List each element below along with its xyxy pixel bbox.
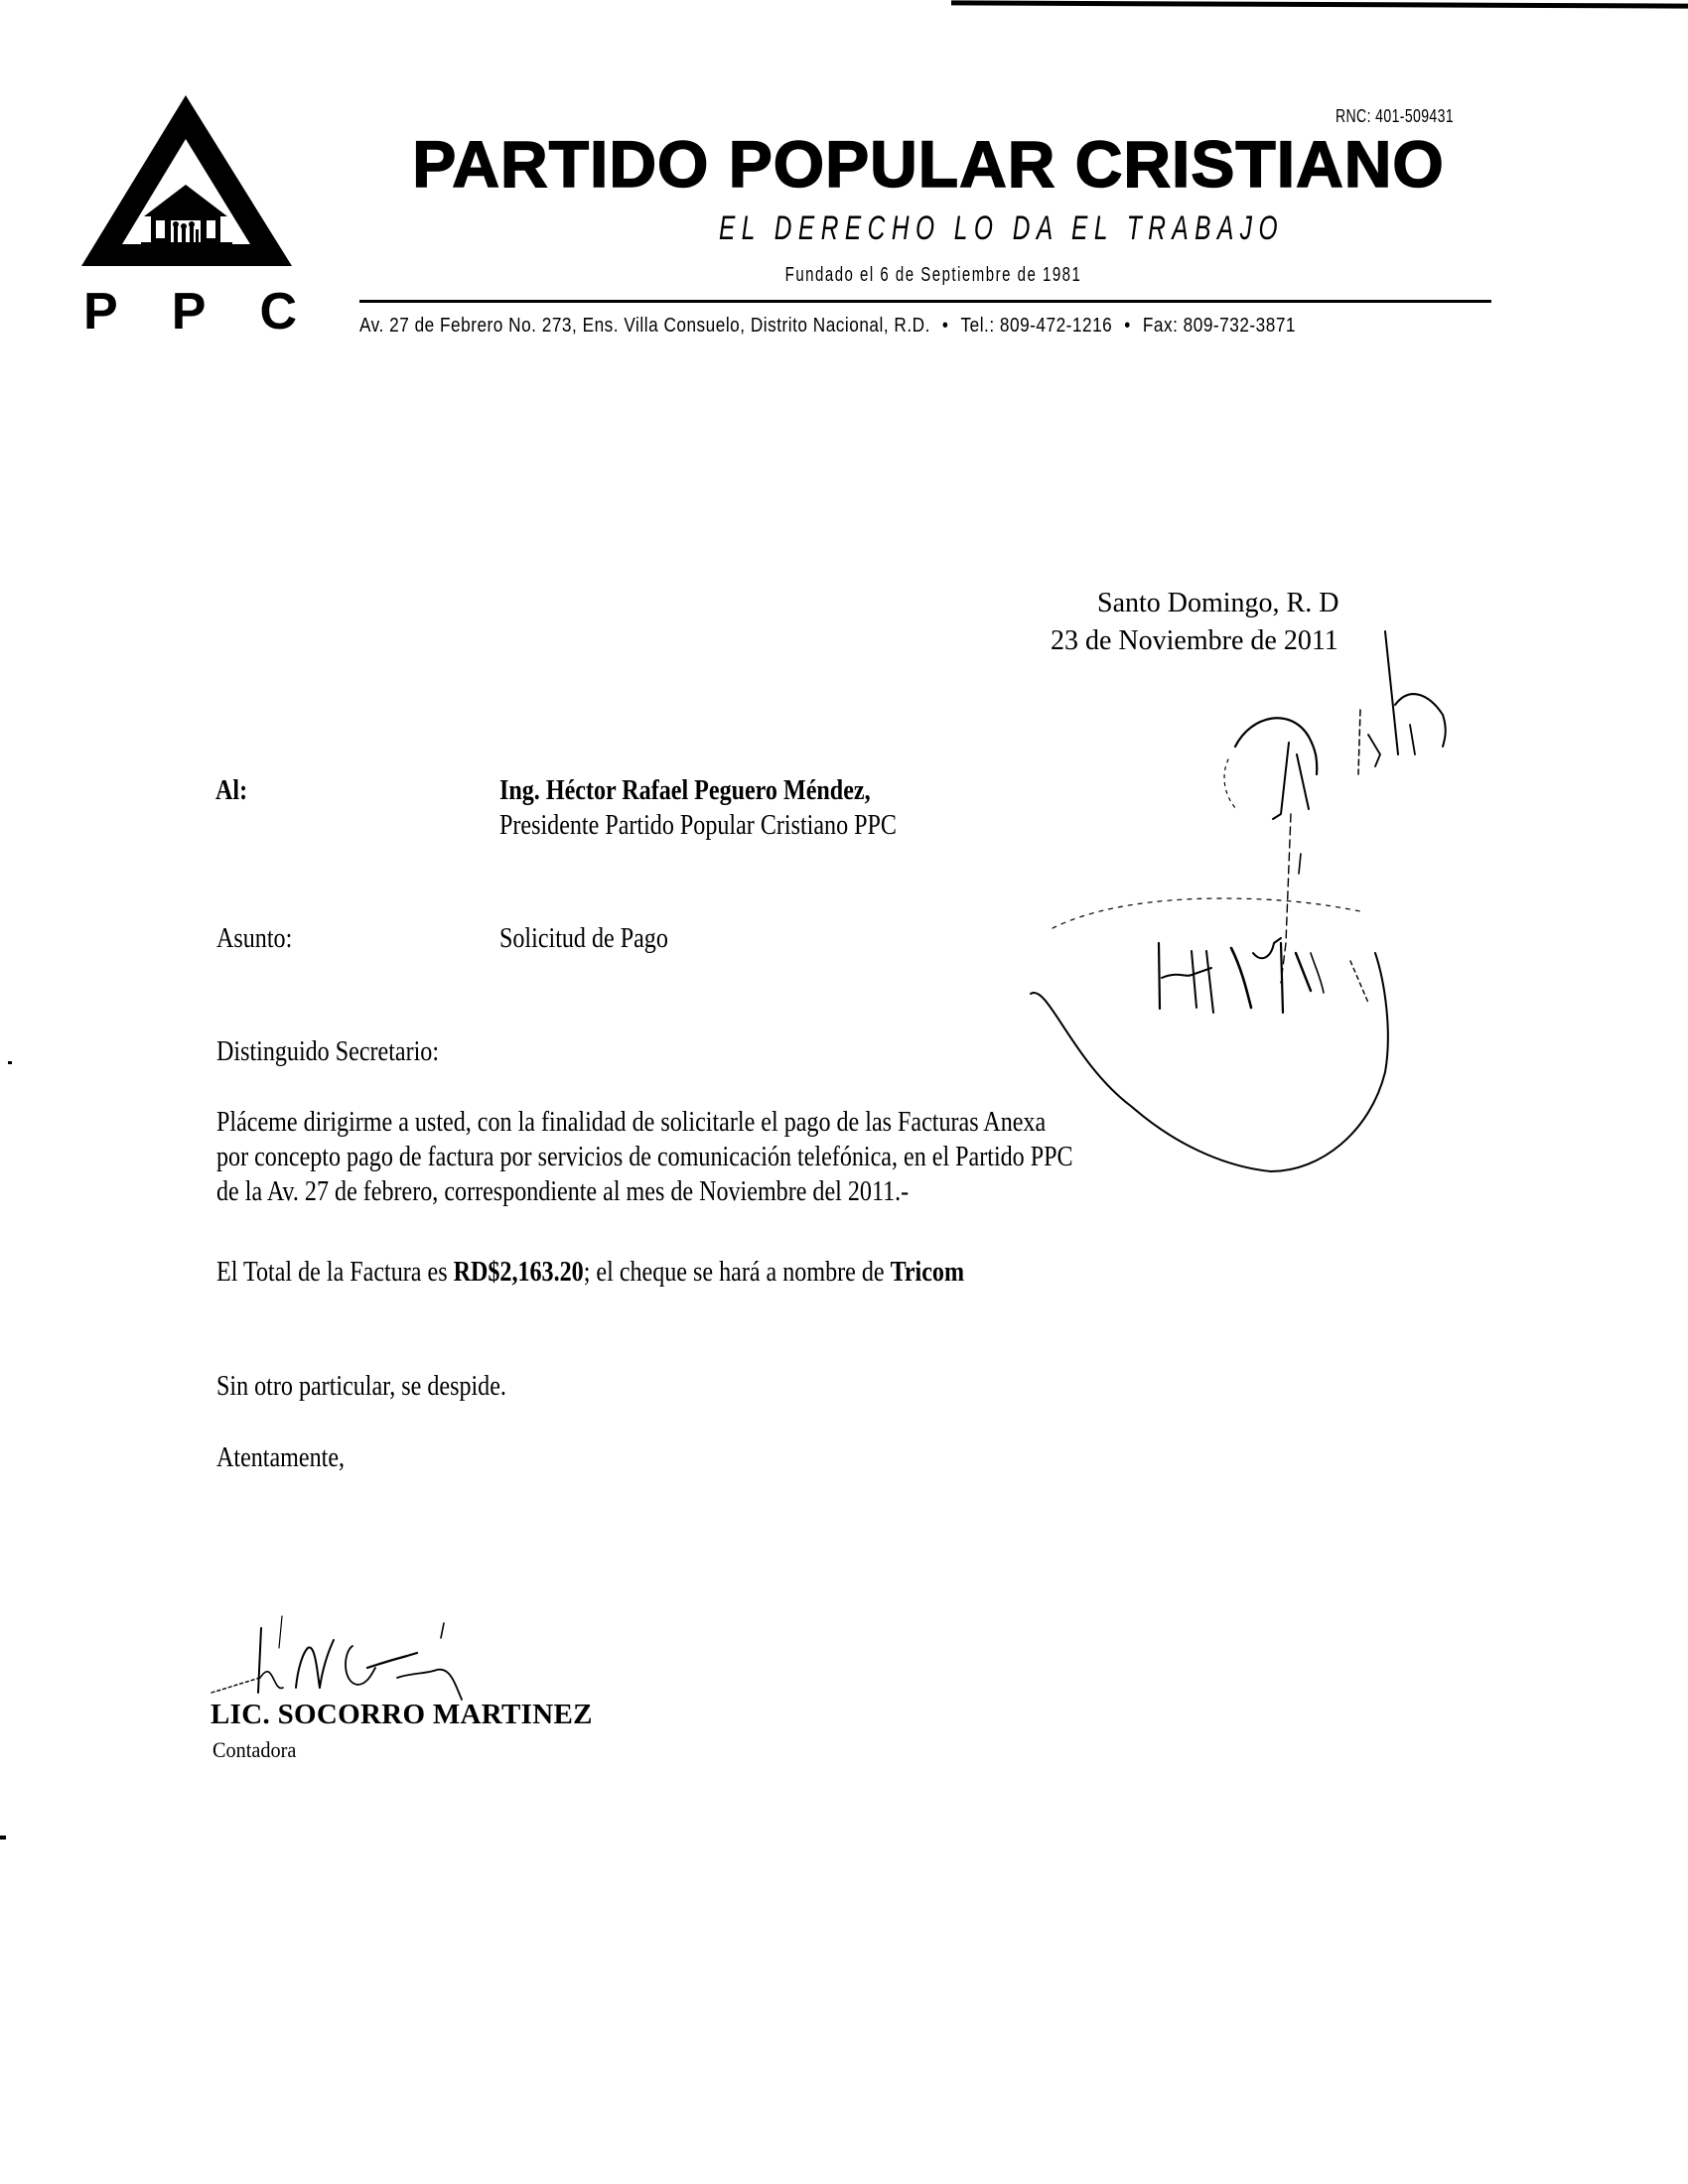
paragraph-line: Pláceme dirigirme a usted, con la finalidad de solicitarle el pago de las Facturas Anexa [216,1107,1047,1138]
signer-role: Contadora [212,1737,297,1762]
contact-line [359,316,1296,336]
organization-motto: EL DERECHO LO DA EL TRABAJO [719,209,1285,247]
letter-place: Santo Domingo, R. D [1097,588,1339,618]
subject-label: Asunto: [216,923,293,954]
fax: Fax: 809-732-3871 [1142,315,1296,337]
invoice-total-line [216,1259,964,1287]
handwritten-approval-signature-icon [1031,631,1446,1171]
organization-name: PARTIDO POPULAR CRISTIANO [412,127,1445,201]
address: Av. 27 de Febrero No. 273, Ens. Villa Consuelo, Distrito Nacional, R.D. [359,315,930,337]
paragraph-line: por concepto pago de factura por servicios de comunicación telefónica, en el Partido PPC [216,1142,1073,1172]
bullet-separator: • [941,315,949,337]
total-middle: ; el cheque se hará a nombre de [583,1257,891,1288]
salutation: Distinguido Secretario: [216,1036,440,1067]
logo-letter: P [83,283,118,341]
rnc-number: RNC: 401-509431 [1336,106,1455,126]
total-prefix: El Total de la Factura es [216,1257,454,1288]
regards: Atentamente, [216,1442,346,1473]
recipient-name: Ing. Héctor Rafael Peguero Méndez, [499,775,871,806]
founded-date: Fundado el 6 de Septiembre de 1981 [784,264,1082,286]
scan-border-line [951,0,1688,8]
subject-value: Solicitud de Pago [499,923,668,954]
phone: Tel.: 809-472-1216 [960,315,1113,337]
letter-date: 23 de Noviembre de 2011 [1051,625,1338,656]
scan-speck [8,1061,12,1064]
closing-line: Sin otro particular, se despide. [216,1371,506,1402]
bullet-separator: • [1124,315,1131,337]
header-divider [359,300,1491,303]
signer-name: LIC. SOCORRO MARTINEZ [211,1699,593,1730]
payee-name: Tricom [890,1257,965,1288]
logo-letter: P [171,283,207,341]
paragraph-line: de la Av. 27 de febrero, correspondiente al mes de Noviembre del 2011.- [216,1176,910,1207]
recipient-label: Al: [215,775,248,806]
total-amount: RD$2,163.20 [453,1257,584,1288]
recipient-title: Presidente Partido Popular Cristiano PPC [499,810,897,841]
logo-letter: C [259,283,297,341]
scan-speck [0,1836,6,1840]
handwritten-signature-icon [211,1616,462,1700]
logo-initials [83,283,297,341]
triangle-house-logo-icon [81,89,300,288]
